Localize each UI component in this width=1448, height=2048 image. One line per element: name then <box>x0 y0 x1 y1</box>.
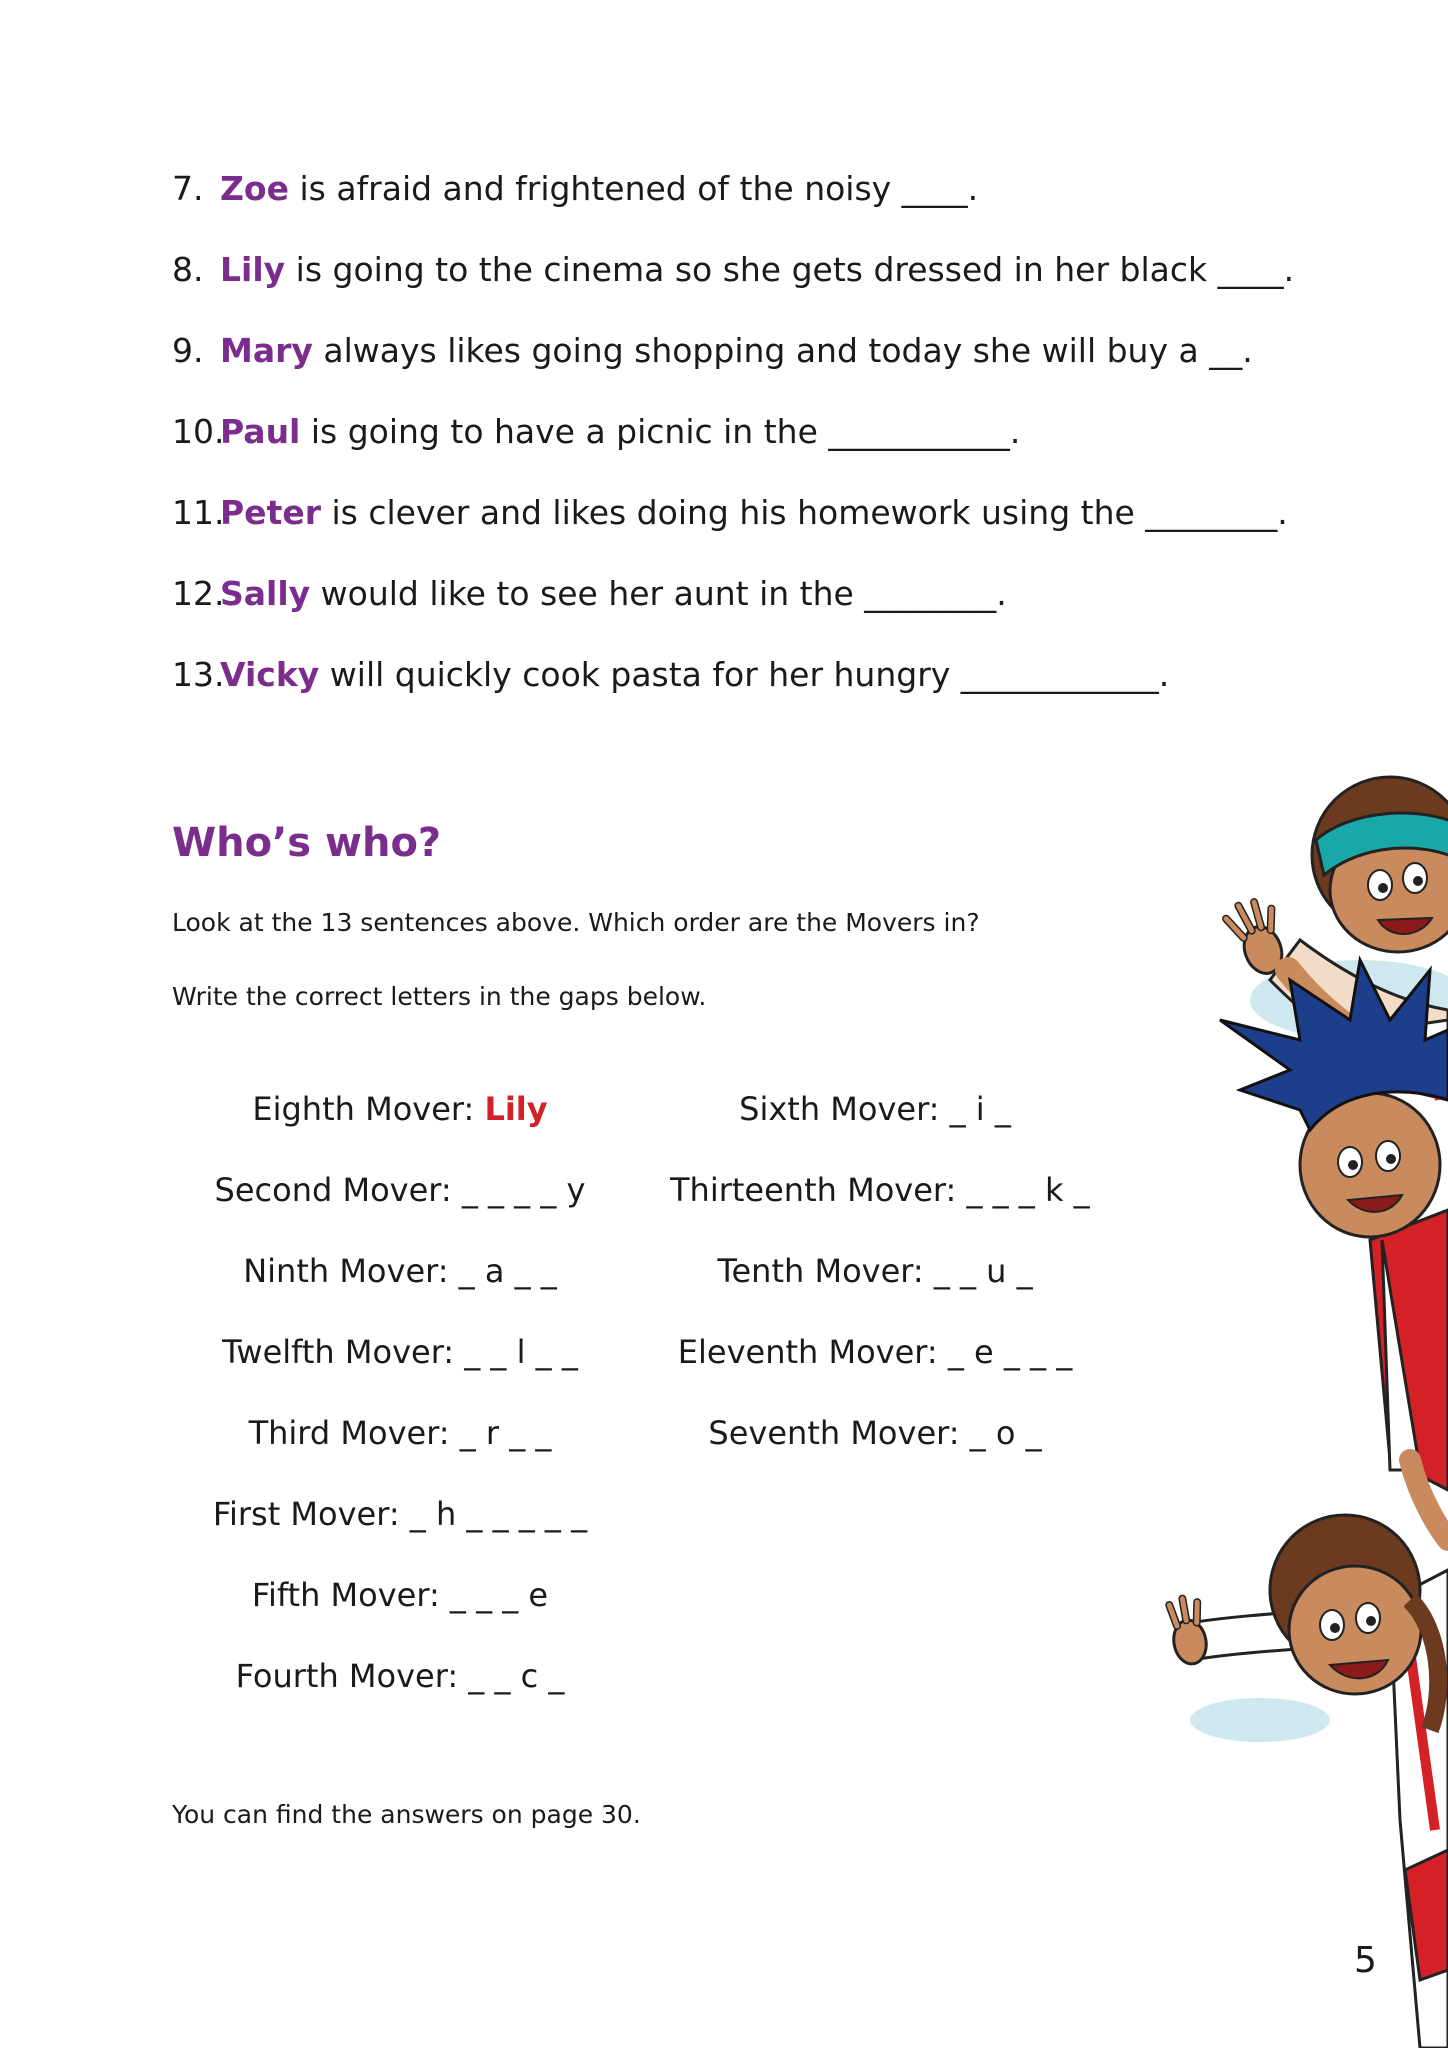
instruction-order: Look at the 13 sentences above. Which order are the Movers in? <box>172 908 980 937</box>
movers-right-column <box>670 1082 1090 1487</box>
sentence-text: would like to see her aunt in the ________. <box>310 574 1007 613</box>
mover-name: Lily <box>220 250 286 289</box>
sentence-12 <box>172 567 1202 648</box>
mover-label: First Mover: <box>212 1495 400 1533</box>
mover-first <box>190 1487 610 1568</box>
answers-note: You can find the answers on page 30. <box>172 1800 641 1829</box>
mover-answer-gaps[interactable]: _ _ _ k _ <box>966 1171 1090 1209</box>
mover-label: Eighth Mover: <box>252 1090 475 1128</box>
mover-fourth <box>190 1649 610 1730</box>
mover-tenth <box>670 1244 1080 1325</box>
sentence-7 <box>172 162 1202 243</box>
cartoon-boy-spiky-hair <box>1220 960 1448 1540</box>
mover-name: Vicky <box>220 655 320 694</box>
cartoon-kids-illustration <box>1120 770 1448 2048</box>
instruction-write: Write the correct letters in the gaps below. <box>172 982 707 1011</box>
mover-answer-gaps[interactable]: _ a _ _ <box>458 1252 557 1290</box>
mover-name: Mary <box>220 331 313 370</box>
mover-label: Thirteenth Mover: <box>670 1171 957 1209</box>
sentence-number: 13. <box>172 655 225 694</box>
sentence-13 <box>172 648 1202 729</box>
sentence-number: 7. <box>172 169 204 208</box>
mover-answer-gaps[interactable]: _ r _ _ <box>459 1414 552 1452</box>
mover-label: Fourth Mover: <box>235 1657 459 1695</box>
mover-answer-gaps[interactable]: _ e _ _ _ <box>947 1333 1073 1371</box>
mover-third <box>190 1406 610 1487</box>
mover-label: Eleventh Mover: <box>677 1333 938 1371</box>
sentence-text: always likes going shopping and today she will buy a __. <box>312 331 1253 370</box>
mover-answer-gaps[interactable]: _ _ c _ <box>468 1657 565 1695</box>
sentence-9 <box>172 324 1253 405</box>
sentence-number: 12. <box>172 574 225 613</box>
mover-answer-gaps[interactable]: _ i _ <box>949 1090 1011 1128</box>
sentence-number: 8. <box>172 250 204 289</box>
sentence-10 <box>172 405 1202 486</box>
mover-seventh <box>670 1406 1080 1487</box>
mover-eighth <box>190 1082 610 1163</box>
mover-name: Paul <box>220 412 301 451</box>
mover-label: Fifth Mover: <box>251 1576 440 1614</box>
sentence-11 <box>172 486 1288 567</box>
mover-answer: Lily <box>484 1090 548 1128</box>
mover-answer-gaps[interactable]: _ _ _ e <box>449 1576 549 1614</box>
mover-thirteenth <box>670 1163 1090 1244</box>
mover-label: Twelfth Mover: <box>222 1333 455 1371</box>
mover-answer-gaps[interactable]: _ _ u _ <box>933 1252 1033 1290</box>
sentence-text: is clever and likes doing his homework using the ________. <box>321 493 1288 532</box>
sentence-text: is going to the cinema so she gets dressed in her black ____. <box>285 250 1295 289</box>
mover-answer-gaps[interactable]: _ o _ <box>969 1414 1042 1452</box>
mover-label: Sixth Mover: <box>739 1090 940 1128</box>
mover-label: Ninth Mover: <box>243 1252 449 1290</box>
mover-label: Third Mover: <box>248 1414 450 1452</box>
movers-left-column <box>190 1082 610 1730</box>
mover-answer-gaps[interactable]: _ h _ _ _ _ _ <box>409 1495 588 1533</box>
mover-name: Zoe <box>220 169 289 208</box>
mover-label: Second Mover: <box>214 1171 452 1209</box>
sentence-text: is afraid and frightened of the noisy ____. <box>288 169 979 208</box>
mover-twelfth <box>190 1325 610 1406</box>
sentence-list <box>172 162 1295 729</box>
mover-answer-gaps[interactable]: _ _ l _ _ <box>464 1333 578 1371</box>
sentence-text: will quickly cook pasta for her hungry ____________. <box>319 655 1170 694</box>
page-number: 5 <box>1354 1940 1377 1981</box>
mover-answer-gaps[interactable]: _ _ _ _ y <box>461 1171 586 1209</box>
mover-label: Tenth Mover: <box>717 1252 924 1290</box>
mover-eleventh <box>670 1325 1080 1406</box>
sentence-8 <box>172 243 1295 324</box>
mover-second <box>190 1163 610 1244</box>
sentence-number: 11. <box>172 493 225 532</box>
sentence-text: is going to have a picnic in the ___________. <box>300 412 1021 451</box>
section-heading: Who’s who? <box>172 820 442 866</box>
cartoon-girl-pigtail <box>1167 1515 1448 2048</box>
mover-label: Seventh Mover: <box>708 1414 960 1452</box>
mover-ninth <box>190 1244 610 1325</box>
sentence-number: 9. <box>172 331 204 370</box>
mover-name: Peter <box>220 493 321 532</box>
mover-name: Sally <box>220 574 311 613</box>
mover-fifth <box>190 1568 610 1649</box>
mover-sixth <box>670 1082 1080 1163</box>
sentence-number: 10. <box>172 412 225 451</box>
